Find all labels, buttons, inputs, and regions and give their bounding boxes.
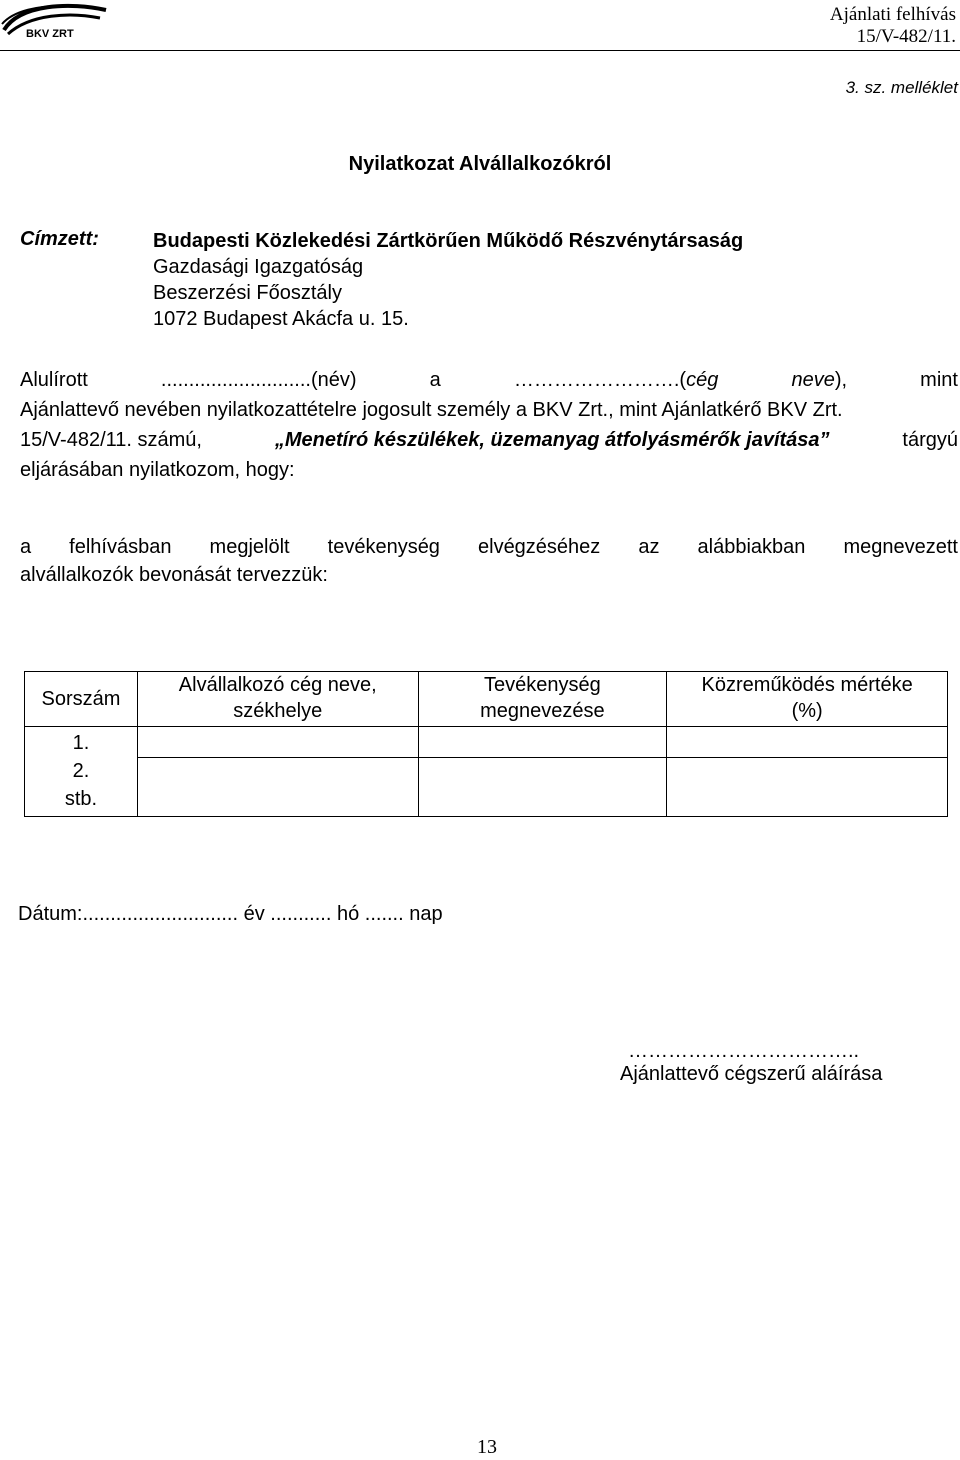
para2-line1: a felhívásban megjelölt tevékenység elvégzéséhez az alábbiakban megnevezett (20, 536, 958, 558)
para1-word: mint (920, 369, 958, 391)
page-number: 13 (477, 1436, 497, 1458)
para1-ref: 15/V-482/11. számú, (20, 429, 202, 451)
company-cell[interactable] (137, 727, 418, 817)
table-header-row (25, 672, 948, 727)
subcontractor-paragraph (20, 533, 958, 589)
column-header-company: Alvállalkozó cég neve, székhelye (137, 672, 418, 727)
para1-line4: eljárásában nyilatkozom, hogy: (20, 459, 295, 481)
name-placeholder: ...........................(név) (160, 369, 357, 391)
row-number: 1. (72, 732, 90, 754)
doc-ref-line1: Ajánlati felhívás (829, 4, 956, 25)
para1-word: a (429, 369, 441, 391)
logo-text: BKV ZRT (26, 28, 74, 40)
subcontractor-table (24, 671, 948, 817)
row-number: stb. (64, 788, 98, 810)
date-line: Dátum:............................ év ........... hó ....... nap (18, 903, 443, 925)
column-header-share: Közreműködés mértéke (%) (667, 672, 948, 727)
header-rule (0, 50, 960, 51)
bkv-logo-icon (0, 0, 110, 40)
company-placeholder: …………………….(cég (513, 369, 719, 391)
recipient-address: 1072 Budapest Akácfa u. 15. (153, 308, 409, 330)
recipient-line3: Beszerzési Főosztály (153, 282, 342, 304)
para1-line1 (20, 365, 958, 395)
share-cell[interactable] (667, 727, 948, 817)
annex-label: 3. sz. melléklet (845, 78, 958, 97)
procurement-subject: „Menetíró készülékek, üzemanyag átfolyásmérők javítása” (274, 429, 830, 451)
para2-line2: alvállalkozók bevonását tervezzük: (20, 564, 328, 586)
para1-line3 (20, 425, 958, 455)
recipient-name: Budapesti Közlekedési Zártkörűen Működő Részvénytársaság (153, 230, 744, 252)
row-numbers-cell (25, 727, 138, 817)
recipient-line2: Gazdasági Igazgatóság (153, 256, 364, 278)
para1-word: Alulírott (20, 369, 88, 391)
column-header-activity: Tevékenység megnevezése (418, 672, 667, 727)
bkv-logo (0, 0, 110, 40)
document-reference (830, 4, 956, 48)
recipient-label: Címzett: (20, 228, 99, 250)
recipient-block (153, 228, 743, 332)
para1-word: neve), (791, 369, 848, 391)
doc-ref-line2: 15/V-482/11. (856, 26, 956, 47)
page-title: Nyilatkozat Alvállalkozókról (348, 153, 612, 175)
row-number: 2. (72, 760, 90, 782)
signature-line: …………………………….. (628, 1040, 860, 1062)
para1-line2: Ajánlattevő nevében nyilatkozattételre jogosult személy a BKV Zrt., mint Ajánlatkérő BKV Zrt. (20, 399, 843, 421)
column-header-number: Sorszám (25, 672, 138, 727)
para1-subject-suffix: tárgyú (902, 429, 958, 451)
declaration-paragraph (20, 365, 958, 485)
activity-cell[interactable] (418, 727, 667, 817)
signature-label: Ajánlattevő cégszerű aláírása (620, 1063, 883, 1085)
table-body-row (25, 727, 948, 817)
